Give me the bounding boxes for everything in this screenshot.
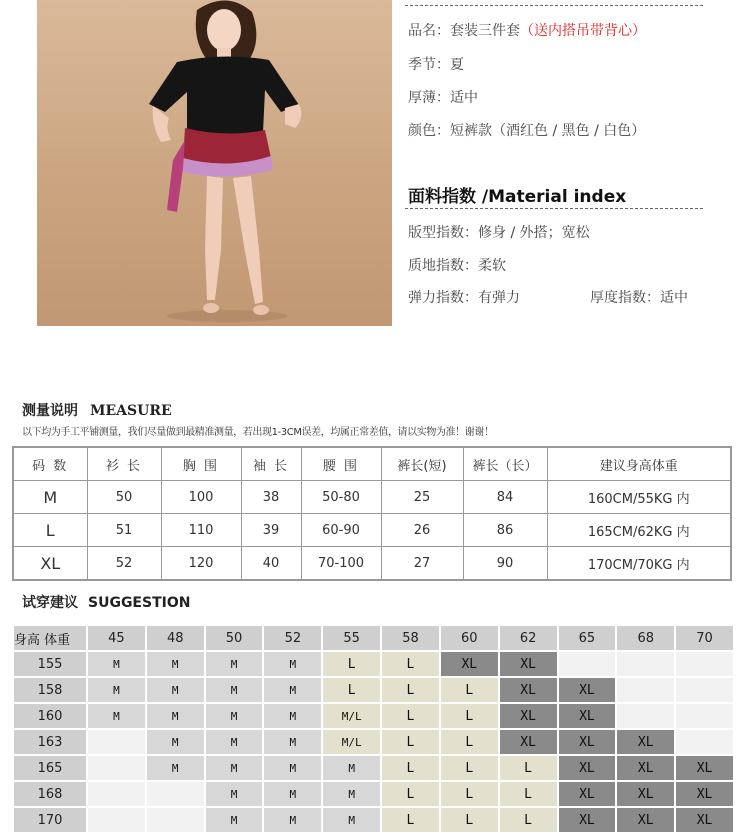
- size-suggestion-cell: XL: [676, 808, 733, 832]
- size-suggestion-cell: [676, 678, 733, 702]
- size-suggestion-cell: [617, 704, 674, 728]
- measure-header-row: [13, 447, 731, 481]
- size-suggestion-cell: L: [441, 782, 498, 806]
- size-suggestion-cell: M: [147, 678, 204, 702]
- header-cell: 码 数: [13, 447, 87, 481]
- size-suggestion-cell: L: [500, 808, 557, 832]
- measure-cell: 60-90: [301, 514, 381, 547]
- size-suggestion-cell: L: [441, 808, 498, 832]
- header-cell: 腰 围: [301, 447, 381, 481]
- header-cell: 衫 长: [87, 447, 161, 481]
- height-header: 163: [14, 730, 86, 754]
- size-suggestion-cell: XL: [559, 678, 616, 702]
- measure-cell: 86: [463, 514, 547, 547]
- size-suggestion-cell: [676, 652, 733, 676]
- thick-label: 厚度指数：: [590, 290, 660, 306]
- size-suggestion-cell: [617, 678, 674, 702]
- suggestion-title: [22, 592, 190, 612]
- measure-cell: 38: [241, 481, 301, 514]
- size-suggestion-cell: L: [441, 678, 498, 702]
- thick-value: 适中: [660, 290, 688, 306]
- thickness-label: 厚薄：: [408, 90, 450, 106]
- measure-cell: 170CM/70KG 内: [547, 547, 731, 581]
- measure-row: [13, 547, 731, 581]
- texture-value: 柔软: [478, 258, 506, 274]
- size-suggestion-cell: M: [264, 730, 321, 754]
- weight-header: 68: [617, 626, 674, 650]
- header-cell: 袖 长: [241, 447, 301, 481]
- size-suggestion-cell: XL: [500, 652, 557, 676]
- color-label: 颜色：: [408, 123, 450, 139]
- product-photo: [37, 0, 392, 326]
- size-suggestion-cell: XL: [441, 652, 498, 676]
- size-suggestion-cell: M: [88, 678, 145, 702]
- elastic-value: 有弹力: [478, 290, 520, 306]
- measure-cell: 27: [381, 547, 463, 581]
- size-suggestion-cell: XL: [676, 756, 733, 780]
- weight-header: 50: [206, 626, 263, 650]
- size-suggestion-cell: M: [323, 756, 380, 780]
- header-cell: 裤长（长）: [463, 447, 547, 481]
- size-suggestion-cell: M/L: [323, 730, 380, 754]
- size-suggestion-cell: [88, 756, 145, 780]
- measure-cell: 50: [87, 481, 161, 514]
- weight-header: 70: [676, 626, 733, 650]
- size-suggestion-cell: [147, 782, 204, 806]
- size-suggestion-cell: [147, 808, 204, 832]
- measure-note: 以下均为手工平铺测量，我们尽量做到最精准测量，若出现1-3CM误差，均属正常差值，请以实物为准！谢谢！: [22, 427, 494, 438]
- measure-cell: 70-100: [301, 547, 381, 581]
- size-cell: L: [13, 514, 87, 547]
- suggestion-title-cn: 试穿建议: [22, 595, 78, 611]
- size-suggestion-cell: XL: [676, 782, 733, 806]
- elastic-row: [408, 287, 520, 307]
- size-suggestion-cell: [617, 652, 674, 676]
- size-suggestion-cell: [676, 730, 733, 754]
- suggestion-row: [14, 782, 733, 806]
- weight-header: 48: [147, 626, 204, 650]
- measure-cell: 165CM/62KG 内: [547, 514, 731, 547]
- size-suggestion-cell: XL: [617, 808, 674, 832]
- size-suggestion-cell: XL: [500, 678, 557, 702]
- size-suggestion-cell: M: [206, 678, 263, 702]
- measure-row: [13, 514, 731, 547]
- suggestion-grid: [12, 624, 735, 834]
- size-suggestion-cell: M: [206, 782, 263, 806]
- size-suggestion-cell: XL: [500, 704, 557, 728]
- fit-value: 修身 / 外搭；宽松: [478, 225, 590, 241]
- weight-header: 60: [441, 626, 498, 650]
- size-suggestion-cell: M: [88, 704, 145, 728]
- size-suggestion-cell: M: [264, 704, 321, 728]
- weight-header: 58: [382, 626, 439, 650]
- size-suggestion-cell: [676, 704, 733, 728]
- measure-cell: 25: [381, 481, 463, 514]
- size-suggestion-cell: M: [264, 782, 321, 806]
- size-suggestion-cell: XL: [559, 808, 616, 832]
- texture-label: 质地指数：: [408, 258, 478, 274]
- weight-header: 45: [88, 626, 145, 650]
- weight-header: 65: [559, 626, 616, 650]
- size-suggestion-cell: L: [500, 782, 557, 806]
- size-suggestion-cell: M: [206, 808, 263, 832]
- header-cell: 建议身高体重: [547, 447, 731, 481]
- size-suggestion-cell: L: [382, 782, 439, 806]
- size-suggestion-cell: M: [147, 704, 204, 728]
- measure-cell: 160CM/55KG 内: [547, 481, 731, 514]
- thick-row: [590, 287, 688, 307]
- size-suggestion-cell: M: [147, 730, 204, 754]
- size-suggestion-cell: [88, 730, 145, 754]
- elastic-label: 弹力指数：: [408, 290, 478, 306]
- header-cell: 裤长(短): [381, 447, 463, 481]
- weight-header: 55: [323, 626, 380, 650]
- size-suggestion-cell: L: [382, 808, 439, 832]
- measure-cell: 26: [381, 514, 463, 547]
- measure-cell: 100: [161, 481, 241, 514]
- measure-cell: 51: [87, 514, 161, 547]
- measure-title: [22, 400, 172, 420]
- size-suggestion-cell: M: [206, 704, 263, 728]
- material-title: 面料指数 /Material index: [408, 187, 627, 207]
- suggestion-title-en: SUGGESTION: [88, 595, 191, 611]
- thickness-row: [408, 87, 478, 107]
- size-suggestion-cell: L: [382, 704, 439, 728]
- divider: [405, 208, 703, 209]
- size-suggestion-cell: M: [88, 652, 145, 676]
- suggestion-header-row: [14, 626, 733, 650]
- size-suggestion-cell: XL: [500, 730, 557, 754]
- size-suggestion-cell: XL: [617, 756, 674, 780]
- size-suggestion-cell: M: [323, 808, 380, 832]
- color-row: [408, 120, 645, 140]
- size-suggestion-cell: L: [441, 704, 498, 728]
- grid-corner: 身高 体重: [14, 626, 86, 650]
- size-suggestion-cell: L: [382, 678, 439, 702]
- suggestion-row: [14, 704, 733, 728]
- size-suggestion-cell: L: [441, 730, 498, 754]
- weight-header: 62: [500, 626, 557, 650]
- name-value: 套装三件套: [450, 23, 520, 39]
- suggestion-row: [14, 730, 733, 754]
- model-illustration: [37, 0, 392, 326]
- size-suggestion-cell: L: [382, 756, 439, 780]
- size-suggestion-cell: XL: [559, 782, 616, 806]
- name-note: （送内搭吊带背心）: [520, 23, 646, 39]
- name-row: [408, 20, 646, 40]
- size-suggestion-cell: M: [264, 678, 321, 702]
- size-cell: XL: [13, 547, 87, 581]
- size-suggestion-cell: [88, 808, 145, 832]
- size-suggestion-cell: M: [264, 652, 321, 676]
- measure-cell: 39: [241, 514, 301, 547]
- size-suggestion-cell: L: [323, 652, 380, 676]
- weight-header: 52: [264, 626, 321, 650]
- texture-row: [408, 255, 506, 275]
- size-suggestion-cell: M/L: [323, 704, 380, 728]
- size-suggestion-cell: XL: [617, 782, 674, 806]
- measure-cell: 120: [161, 547, 241, 581]
- size-suggestion-cell: XL: [559, 704, 616, 728]
- size-suggestion-cell: M: [147, 652, 204, 676]
- season-row: [408, 54, 464, 74]
- measure-cell: 40: [241, 547, 301, 581]
- size-suggestion-cell: XL: [559, 756, 616, 780]
- height-header: 160: [14, 704, 86, 728]
- height-header: 165: [14, 756, 86, 780]
- measure-cell: 110: [161, 514, 241, 547]
- size-suggestion-cell: XL: [617, 730, 674, 754]
- height-header: 158: [14, 678, 86, 702]
- measure-title-en: MEASURE: [90, 403, 172, 419]
- suggestion-row: [14, 756, 733, 780]
- season-label: 季节：: [408, 57, 450, 73]
- suggestion-row: [14, 808, 733, 832]
- measure-cell: 90: [463, 547, 547, 581]
- measure-cell: 84: [463, 481, 547, 514]
- header-cell: 胸 围: [161, 447, 241, 481]
- color-value: 短裤款（酒红色 / 黑色 / 白色）: [450, 123, 646, 139]
- fit-row: [408, 222, 590, 242]
- height-header: 155: [14, 652, 86, 676]
- suggestion-row: [14, 678, 733, 702]
- size-cell: M: [13, 481, 87, 514]
- measure-row: [13, 481, 731, 514]
- size-suggestion-cell: M: [206, 652, 263, 676]
- size-suggestion-cell: M: [264, 756, 321, 780]
- measure-cell: 50-80: [301, 481, 381, 514]
- divider: [405, 5, 703, 6]
- height-header: 168: [14, 782, 86, 806]
- height-header: 170: [14, 808, 86, 832]
- measure-title-cn: 测量说明: [22, 403, 78, 419]
- suggestion-row: [14, 652, 733, 676]
- thickness-value: 适中: [450, 90, 478, 106]
- size-suggestion-cell: M: [147, 756, 204, 780]
- fit-label: 版型指数：: [408, 225, 478, 241]
- size-suggestion-cell: L: [500, 756, 557, 780]
- size-suggestion-cell: L: [382, 652, 439, 676]
- size-suggestion-cell: [559, 652, 616, 676]
- size-suggestion-cell: M: [206, 730, 263, 754]
- season-value: 夏: [450, 57, 464, 73]
- measure-cell: 52: [87, 547, 161, 581]
- measure-table: [12, 446, 732, 581]
- size-suggestion-cell: [88, 782, 145, 806]
- size-suggestion-cell: M: [264, 808, 321, 832]
- size-suggestion-cell: L: [323, 678, 380, 702]
- name-label: 品名：: [408, 23, 450, 39]
- size-suggestion-cell: M: [323, 782, 380, 806]
- size-suggestion-cell: M: [206, 756, 263, 780]
- size-suggestion-cell: L: [382, 730, 439, 754]
- size-suggestion-cell: XL: [559, 730, 616, 754]
- size-suggestion-cell: L: [441, 756, 498, 780]
